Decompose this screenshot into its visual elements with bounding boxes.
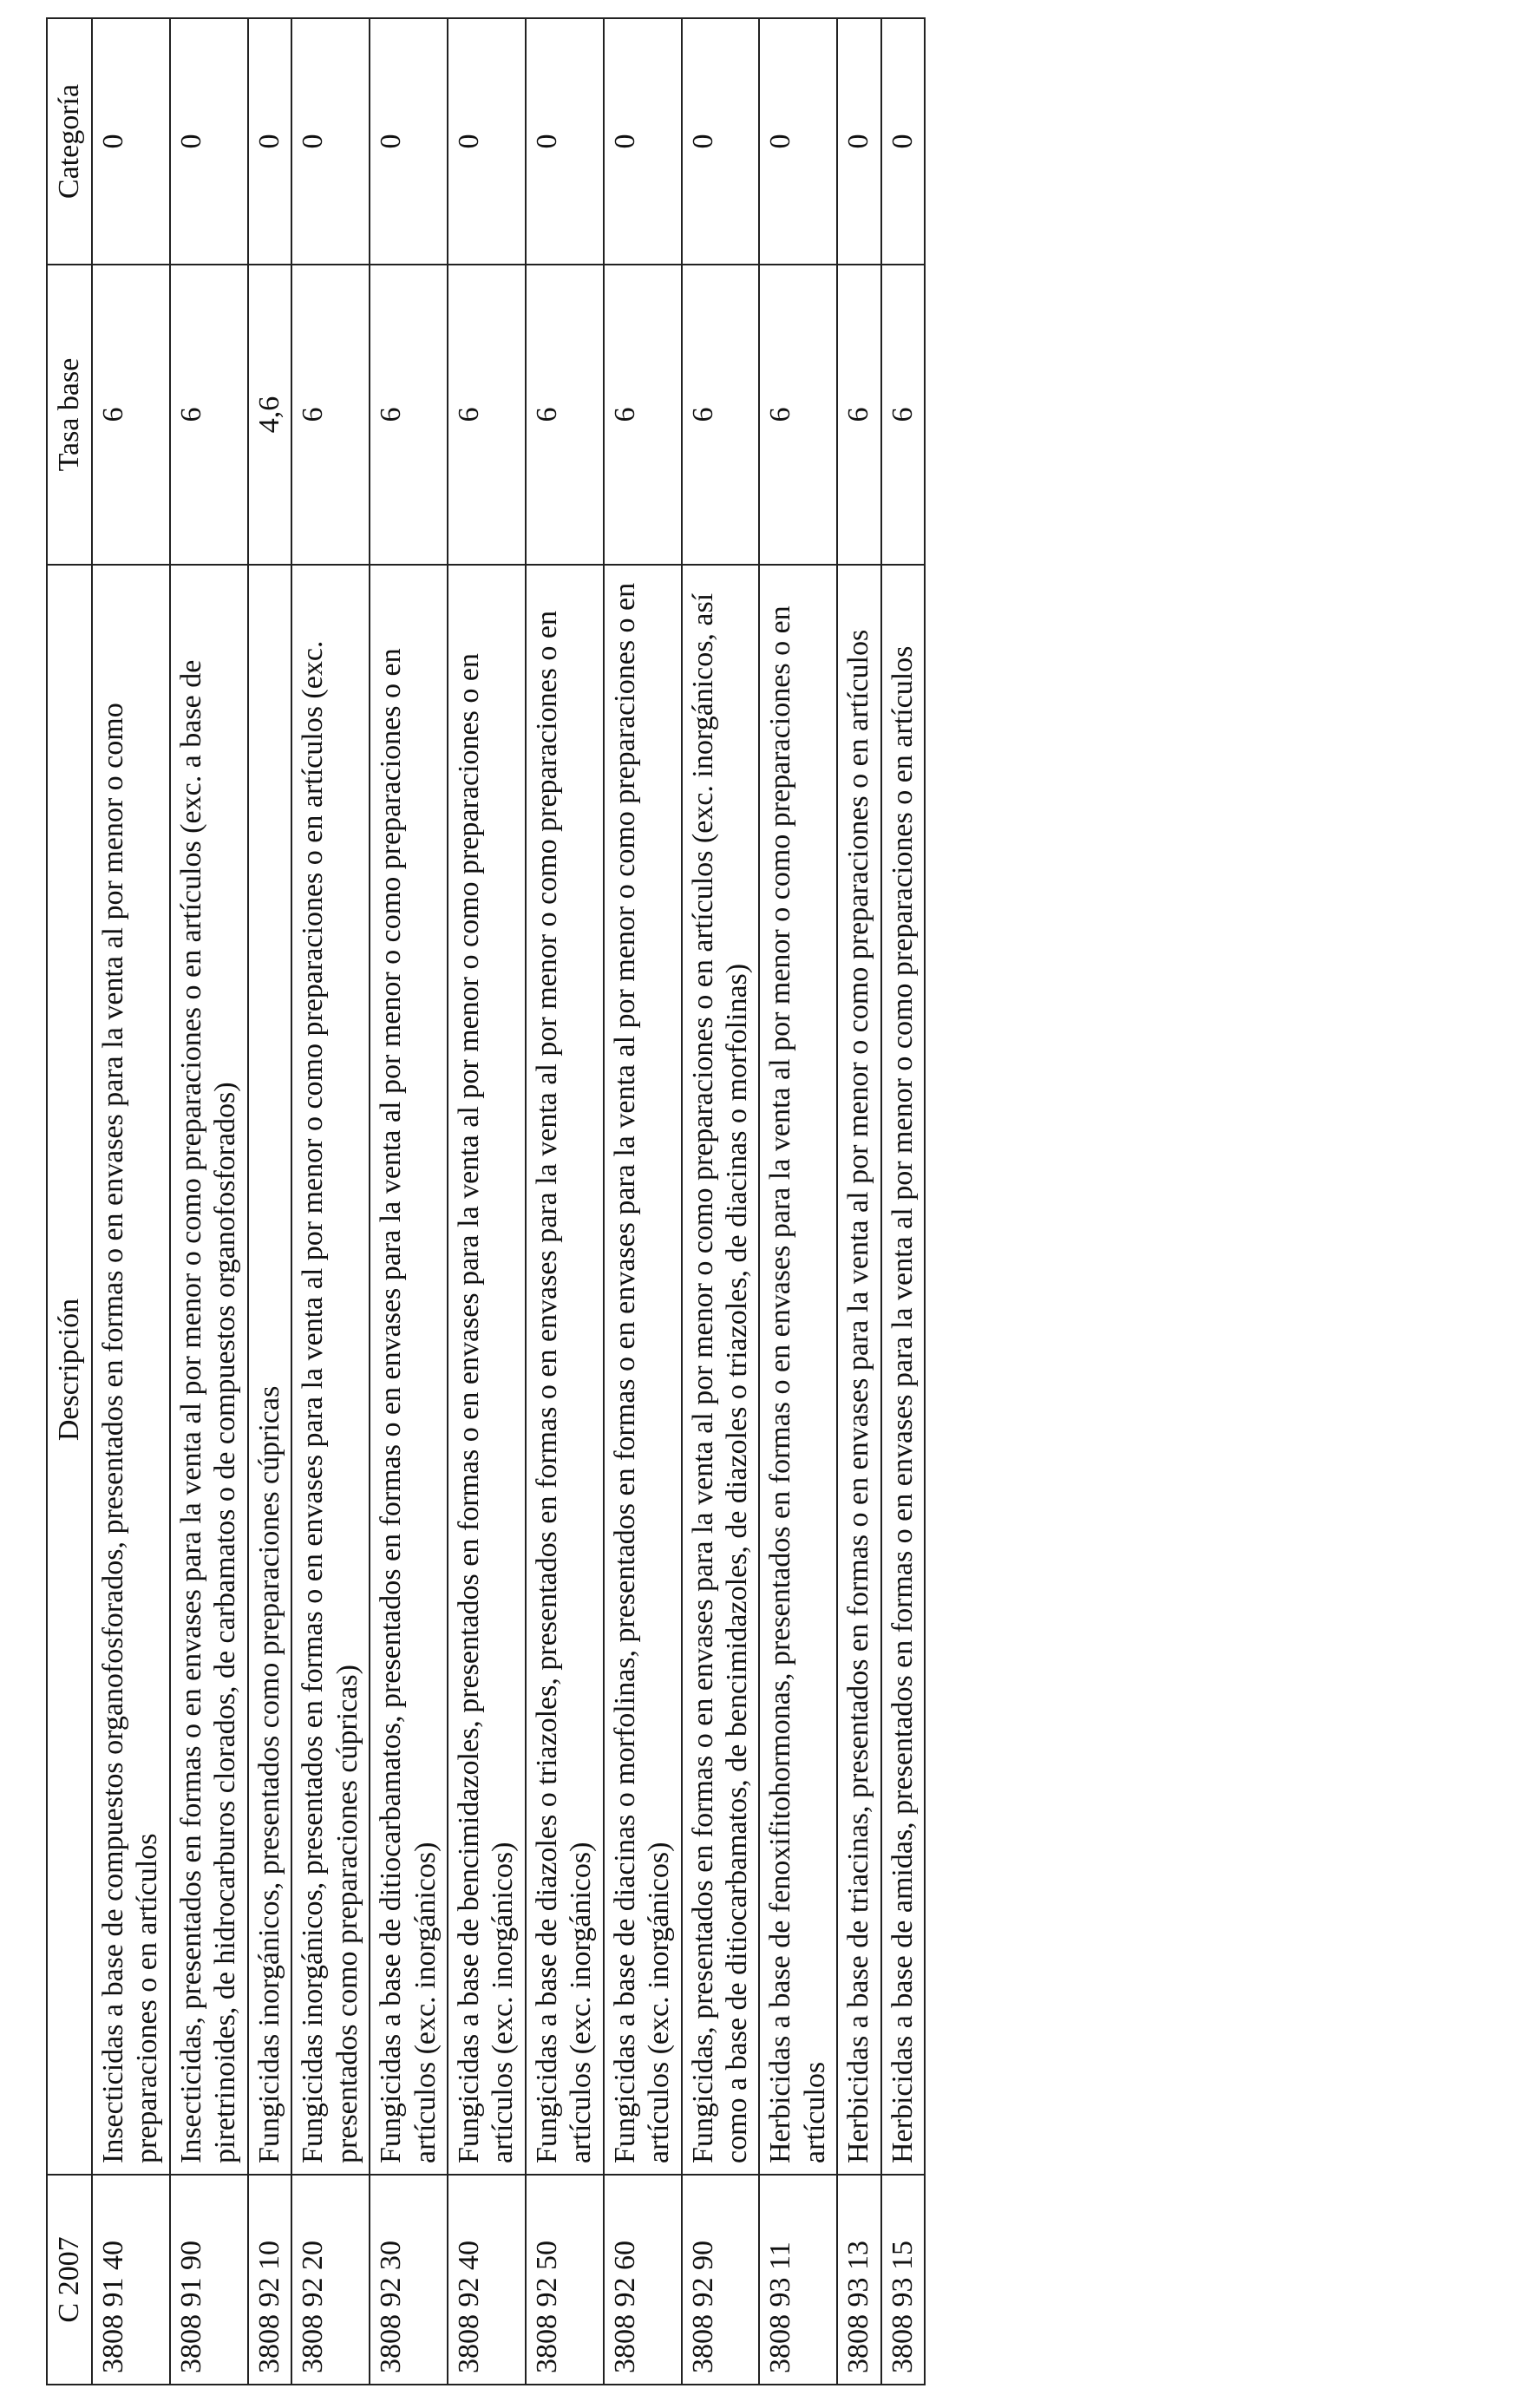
table-row [370, 18, 448, 2385]
cell-code: 3808 91 40 [92, 2175, 170, 2385]
cell-base-rate: 6 [837, 265, 880, 565]
cell-category: 0 [604, 18, 682, 265]
cell-base-rate: 6 [170, 265, 248, 565]
cell-category: 0 [92, 18, 170, 265]
table-row [759, 18, 837, 2385]
table-row [170, 18, 248, 2385]
cell-base-rate: 6 [682, 265, 760, 565]
cell-code: 3808 92 30 [370, 2175, 448, 2385]
cell-description: Herbicidas a base de amidas, presentados en formas o en envases para la venta al por menor o como preparaciones o en artículos [881, 565, 925, 2175]
cell-description: Fungicidas inorgánicos, presentados como preparaciones cúpricas [248, 565, 291, 2175]
cell-description: Herbicidas a base de triacinas, presentados en formas o en envases para la venta al por menor o como preparaciones o en artículos [837, 565, 880, 2175]
rotated-table-page [46, 19, 1162, 2385]
table-row [248, 18, 291, 2385]
table-row [526, 18, 604, 2385]
cell-code: 3808 92 40 [448, 2175, 526, 2385]
cell-base-rate: 6 [526, 265, 604, 565]
table-row [448, 18, 526, 2385]
cell-base-rate: 6 [448, 265, 526, 565]
header-category: Categoría [47, 18, 92, 265]
cell-base-rate: 6 [370, 265, 448, 565]
cell-description: Fungicidas a base de diacinas o morfolinas, presentados en formas o en envases para la venta al por menor o como preparaciones o en artículos (exc. inorgánicos) [604, 565, 682, 2175]
cell-category: 0 [682, 18, 760, 265]
cell-description: Herbicidas a base de fenoxifitohormonas, presentados en formas o en envases para la venta al por menor o como preparaciones o en artículos [759, 565, 837, 2175]
cell-category: 0 [837, 18, 880, 265]
cell-description: Fungicidas, presentados en formas o en envases para la venta al por menor o como preparaciones o en artículos (exc. inorgánicos, así como a base de ditiocarbamatos, de bencimidazoles, de diazoles o triazoles, de diacinas o morfolinas) [682, 565, 760, 2175]
cell-code: 3808 91 90 [170, 2175, 248, 2385]
cell-base-rate: 6 [604, 265, 682, 565]
header-description: Descripción [47, 565, 92, 2175]
header-base-rate: Tasa base [47, 265, 92, 565]
cell-category: 0 [248, 18, 291, 265]
cell-description: Insecticidas a base de compuestos organofosforados, presentados en formas o en envases para la venta al por menor o como preparaciones o en artículos [92, 565, 170, 2175]
table-row [291, 18, 370, 2385]
cell-description: Fungicidas inorgánicos, presentados en formas o en envases para la venta al por menor o como preparaciones o en artículos (exc. presentados como preparaciones cúpricas) [291, 565, 370, 2175]
cell-category: 0 [291, 18, 370, 265]
cell-code: 3808 92 50 [526, 2175, 604, 2385]
cell-base-rate: 6 [92, 265, 170, 565]
cell-code: 3808 93 13 [837, 2175, 880, 2385]
table-row [837, 18, 880, 2385]
cell-category: 0 [881, 18, 925, 265]
table-header-row [47, 18, 92, 2385]
cell-code: 3808 92 90 [682, 2175, 760, 2385]
cell-base-rate: 4,6 [248, 265, 291, 565]
cell-category: 0 [759, 18, 837, 265]
cell-base-rate: 6 [291, 265, 370, 565]
cell-category: 0 [448, 18, 526, 265]
cell-category: 0 [370, 18, 448, 265]
tariff-table [46, 17, 926, 2385]
table-row [881, 18, 925, 2385]
cell-category: 0 [170, 18, 248, 265]
table-row [92, 18, 170, 2385]
cell-base-rate: 6 [759, 265, 837, 565]
cell-description: Fungicidas a base de bencimidazoles, presentados en formas o en envases para la venta al por menor o como preparaciones o en artículos (exc. inorgánicos) [448, 565, 526, 2175]
table-row [682, 18, 760, 2385]
cell-category: 0 [526, 18, 604, 265]
cell-code: 3808 92 60 [604, 2175, 682, 2385]
cell-description: Fungicidas a base de ditiocarbamatos, presentados en formas o en envases para la venta al por menor o como preparaciones o en artículos (exc. inorgánicos) [370, 565, 448, 2175]
cell-code: 3808 92 20 [291, 2175, 370, 2385]
cell-code: 3808 93 11 [759, 2175, 837, 2385]
cell-description: Fungicidas a base de diazoles o triazoles, presentados en formas o en envases para la venta al por menor o como preparaciones o en artículos (exc. inorgánicos) [526, 565, 604, 2175]
header-code: C 2007 [47, 2175, 92, 2385]
cell-base-rate: 6 [881, 265, 925, 565]
table-row [604, 18, 682, 2385]
cell-description: Insecticidas, presentados en formas o en envases para la venta al por menor o como preparaciones o en artículos (exc. a base de piretrinoides, de hidrocarburos clorados, de carbamatos o de compuestos organofosforados) [170, 565, 248, 2175]
cell-code: 3808 92 10 [248, 2175, 291, 2385]
cell-code: 3808 93 15 [881, 2175, 925, 2385]
